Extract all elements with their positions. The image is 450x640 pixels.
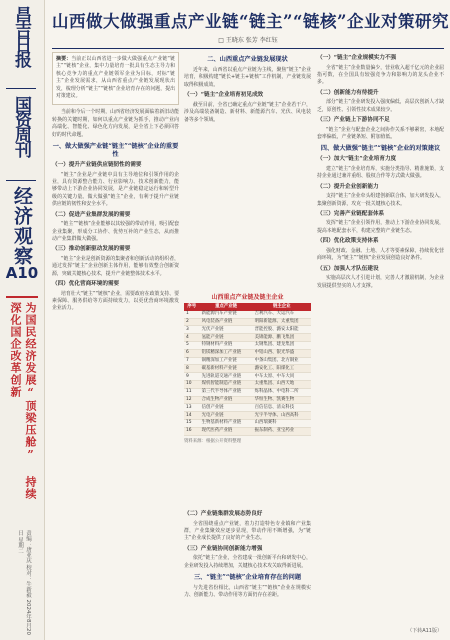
table-cell: 合成生物产业链	[200, 396, 253, 404]
paragraph-3-2: 部分“链主”企业研发投入强度偏低，高层次创新人才缺乏，原创性、引领性技术成果较少。	[317, 99, 444, 113]
table-row	[184, 318, 311, 326]
table-cell: 先进轨道交通产业链	[200, 373, 253, 381]
paragraph-1-2: “链主”“链核”企业能够以其较强的带动作用，吸引配套企业集聚，形成分工协作、优势互补的产业生态，从而推动产业集群做大做强。	[52, 221, 179, 242]
table-row	[184, 349, 311, 357]
subheading-4-3: （三）完善产业链配套体系	[317, 210, 385, 217]
abstract-label: 摘要：	[56, 56, 72, 62]
section-heading-2: 二、山西重点产业链发展现状	[207, 56, 288, 63]
table-header: 链主企业	[253, 303, 311, 311]
masthead-divider	[6, 88, 36, 89]
table-cell: 1	[184, 311, 200, 318]
paragraph-2-3: 依托“链主”企业，全省建成一批创新平台和研发中心，企业研发投入持续增加，关键核心技术攻关取得新进展。	[184, 555, 311, 569]
table-cell: 太重集团、山西天地	[253, 380, 311, 388]
table-row	[184, 334, 311, 342]
subheading-1-2: （二）促进产业集群发展的需要	[52, 211, 131, 218]
masthead-sidebar	[0, 0, 45, 640]
paragraph-4-5: 实施高层次人才引进计划，完善人才激励机制，为企业发展提供坚实的人才支撑。	[317, 275, 444, 289]
paragraph-2-2: 全省围绕重点产业链，着力打造特色专业镇和产业集群，产业集聚效应逐步显现，带动作用不断增强，为“链主”企业成长提供了良好的产业生态。	[184, 520, 311, 542]
paragraph-4-2: 支持“链主”企业牵头组建创新联合体，加大研发投入，集聚创新资源，攻克一批关键核心技术。	[317, 193, 444, 207]
table-cell: 潞安化工、阳煤化工	[253, 365, 311, 373]
newspaper-masthead: 昌吉日报	[11, 6, 31, 66]
table-row	[184, 404, 311, 412]
table-cell: 太钢集团、建龙集团	[253, 341, 311, 349]
table-cell: 振东制药、亚宝药业	[253, 427, 311, 435]
paragraph-4-3: 发挥“链主”企业引领作用，推动上下游企业协同发展，提高本地配套水平，构建完整的产业链生态。	[317, 220, 444, 234]
article-byline: □ 王晓东 张芳 李红钰	[218, 37, 278, 44]
table-row	[184, 427, 311, 435]
table-row	[184, 380, 311, 388]
paragraph-2-1: 截至目前，全省已确定重点产业链“链主”企业若干户，涉及高端装备制造、新材料、新能源汽车、光伏、风电装备等多个领域。	[184, 101, 311, 123]
table-cell: 11	[184, 388, 200, 396]
table	[184, 303, 311, 436]
subheading-1-4: （四）优化营商环境的需要	[52, 281, 120, 288]
table-row	[184, 311, 311, 318]
table-header: 重点产业链	[200, 303, 253, 311]
table-note: 资料来源：根据公开资料整理	[184, 438, 242, 444]
page-number-badge: A10	[5, 264, 39, 282]
table-row	[184, 373, 311, 381]
subheading-4-5: （五）加强人才队伍建设	[317, 265, 379, 272]
article	[52, 6, 449, 636]
table-body	[184, 311, 311, 435]
subheading-3-3: （三）产业链上下游协同不足	[317, 117, 390, 124]
table-cell: 9	[184, 373, 200, 381]
table-cell: 14	[184, 412, 200, 420]
table-cell: 氢能产业链	[200, 334, 253, 342]
table-cell: 5	[184, 341, 200, 349]
table-cell: 现代医药产业链	[200, 427, 253, 435]
table-row	[184, 388, 311, 396]
paragraph-3-1: 全省“链主”企业数量偏少，营业收入超千亿元的企业屈指可数，在全国具有较强竞争力和影响力的龙头企业不多。	[317, 64, 444, 86]
supplement-name: 国资周刊	[11, 96, 31, 156]
table-row	[184, 396, 311, 404]
table-cell: 6	[184, 349, 200, 357]
column-3	[317, 52, 444, 634]
subheading-4-4: （四）优化政策支持体系	[317, 238, 379, 245]
paragraph-3-0: 与先进省份相比，山西省“链主”“链核”企业在规模实力、创新能力、带动作用等方面仍存在差距。	[184, 585, 311, 599]
table-cell: 碳基新材料产业链	[200, 365, 253, 373]
abstract-box	[52, 52, 179, 105]
table-cell: 2	[184, 318, 200, 326]
table-cell: 铝镁精深加工产业链	[200, 349, 253, 357]
subheading-1-3: （三）推动创新驱动发展的需要	[52, 246, 131, 253]
subheading-2-2: （二）产业链集群发展态势良好	[184, 511, 263, 517]
table-cell: 生物基新材料产业链	[200, 419, 253, 427]
table-cell: 风电装备产业链	[200, 318, 253, 326]
table-cell: 山西瑞赛科	[253, 419, 311, 427]
abstract-text: 当前正以山西省进一步做大做强重点产业链“链主”“链核”企业，集中力量培育一批具有生态主导力和核心竞争力的重点产业链领军企业为目标，对标“链主”企业发展需求，从山西省重点产业链发展现状出发，梳理分析“链主”“链核”企业培育存在的问题，提出对策建议。	[56, 56, 175, 100]
article-columns	[52, 52, 444, 634]
section-heading-1: 一、做大做强产业链“链主”“链核”企业的重要性	[52, 143, 179, 159]
table-cell: 烁科晶体、中电科二所	[253, 388, 311, 396]
table-cell: 新能源汽车产业链	[200, 311, 253, 318]
paragraph-1-3: “链主”企业是创新资源的集聚者和创新活动的组织者，通过发挥“链主”企业创新主体作用，能够有效整合创新资源，突破关键核心技术，提升产业链整体技术水平。	[52, 255, 179, 277]
subheading-2-3: （三）产业链协同创新能力增强	[184, 545, 263, 552]
title-rule	[52, 48, 444, 49]
paragraph-2-0: 近年来，山西省以重点产业链为主线，聚焦“链主”企业培育，积极构建“链长+链主+链核”工作机制，产业链发展取得积极成效。	[184, 67, 311, 88]
table-cell: 百信信息、清众科技	[253, 404, 311, 412]
table-cell: 华恒生物、凯赛生物	[253, 396, 311, 404]
slogan: 为国民经济发展“顶梁压舱” 持续深化国企改革创新	[6, 296, 38, 502]
section-name: 经济观察	[11, 186, 33, 266]
intro-paragraph: 当前和今后一个时期，山西省经济发展面临着新旧动能转换的关键时期，如何以重点产业链为抓手，推动产业向高端化、智能化、绿色化方向发展，是全省上下必须回答好的时代命题。	[52, 109, 179, 138]
paragraph-1-4: 培育壮大“链主”“链核”企业，需要政府在政策支持、要素保障、服务供给等方面持续发力，以更优营商环境激发企业活力。	[52, 290, 179, 312]
table-cell: 煤机智能制造产业链	[200, 380, 253, 388]
table-cell: 美锦能源、鹏飞集团	[253, 334, 311, 342]
column-1	[52, 52, 179, 634]
subheading-4-2: （二）提升企业创新能力	[317, 183, 379, 190]
section-heading-4: 四、做大做强“链主”“链核”企业的对策建议	[320, 145, 441, 153]
continuation-note: （下转A11版）	[407, 628, 442, 634]
industry-chain-table	[184, 292, 311, 444]
table-cell: 15	[184, 419, 200, 427]
subheading-2-1: （一）“链主”企业培育初见成效	[184, 92, 264, 99]
table-cell: 晋能控股、潞安太阳能	[253, 326, 311, 334]
table-cell: 7	[184, 357, 200, 365]
table-cell: 4	[184, 334, 200, 342]
table-cell: 光伏产业链	[200, 326, 253, 334]
paragraph-1-1: “链主”企业是产业链中具有主导地位和引领作用的企业，具有资源整合能力、行业影响力、技术创新能力，能够带动上下游企业协同发展，是产业链稳定运行和转型升级的关键力量。做大做强“链主”企业，有利于提升产业链供应链的韧性和安全水平。	[52, 171, 179, 208]
table-row	[184, 365, 311, 373]
column-2-lower	[184, 508, 311, 634]
article-title: 山西做大做强重点产业链“链主”“链核”企业对策研究	[52, 12, 449, 31]
subheading-1-1: （一）提升产业链供应链韧性的需要	[52, 162, 142, 169]
table-cell: 16	[184, 427, 200, 435]
table-cell: 信创产业链	[200, 404, 253, 412]
table-cell: 中铝山西、银光华盛	[253, 349, 311, 357]
table-row	[184, 357, 311, 365]
table-cell: 铜精深加工产业链	[200, 357, 253, 365]
table-header-row	[184, 303, 311, 311]
table-header: 序号	[184, 303, 200, 311]
section-divider	[6, 180, 36, 181]
subheading-4-1: （一）加大“链主”企业培育力度	[317, 156, 397, 163]
table-cell: 10	[184, 380, 200, 388]
table-cell: 吉利汽车、大运汽车	[253, 311, 311, 318]
section-heading-3: 三、“链主”“链核”企业培育存在的问题	[193, 574, 302, 582]
table-row	[184, 341, 311, 349]
table-cell: 中车太原、中车大同	[253, 373, 311, 381]
edition-info: 责编：唐亚庆 校对：牛新毅 2024年8月20日 星期二	[17, 530, 31, 635]
table-title: 山西重点产业链及链主企业	[211, 294, 284, 301]
table-cell: 光电产业链	[200, 412, 253, 420]
table-cell: 特钢材料产业链	[200, 341, 253, 349]
table-cell: 第三代半导体产业链	[200, 388, 253, 396]
table-row	[184, 326, 311, 334]
table-cell: 光宇半导体、山西高科	[253, 412, 311, 420]
table-cell: 明阳新能源、太重集团	[253, 318, 311, 326]
subheading-3-2: （二）创新能力有待提升	[317, 89, 379, 96]
table-row	[184, 412, 311, 420]
table-cell: 13	[184, 404, 200, 412]
table-cell: 8	[184, 365, 200, 373]
paragraph-4-4: 强化财政、金融、土地、人才等要素保障，持续优化营商环境，为“链主”“链核”企业发展创造良好条件。	[317, 247, 444, 262]
table-cell: 3	[184, 326, 200, 334]
subheading-3-1: （一）“链主”企业规模实力不强	[317, 55, 397, 61]
paragraph-4-1: 建立“链主”企业培育库，实施分类指导、精准施策，支持企业通过兼并重组、股权合作等方式做大做强。	[317, 165, 444, 180]
table-cell: 中条山集团、北方铜业	[253, 357, 311, 365]
table-cell: 12	[184, 396, 200, 404]
abstract	[56, 56, 175, 100]
table-row	[184, 419, 311, 427]
paragraph-3-3: “链主”企业与配套企业之间协作关系不够紧密，本地配套率偏低，产业链条短、附加值低。	[317, 126, 444, 140]
